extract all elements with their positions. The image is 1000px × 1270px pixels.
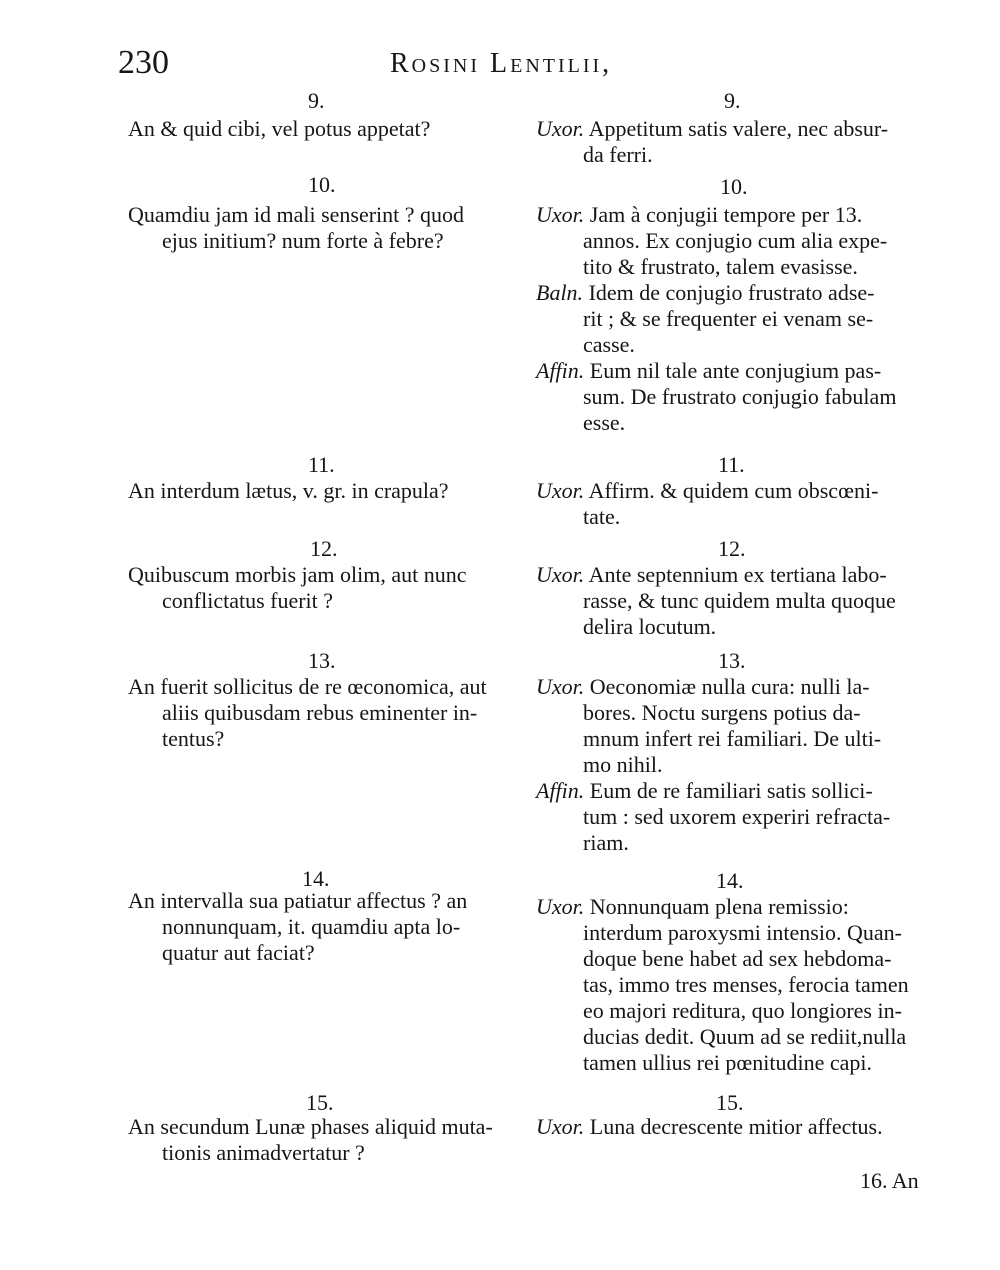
question-line: Quamdiu jam id mali senserint ? quod bbox=[128, 202, 465, 227]
catchword: 16. An bbox=[860, 1168, 919, 1193]
answer-11 bbox=[536, 478, 936, 530]
answer-line: tate. bbox=[583, 504, 621, 529]
answer-line: interdum paroxysmi intensio. Quan- bbox=[583, 920, 902, 945]
question-number-9: 9. bbox=[308, 88, 325, 113]
answer-line: riam. bbox=[583, 830, 629, 855]
answer-line: mnum infert rei familiari. De ulti- bbox=[583, 726, 882, 751]
speaker-label: Uxor. bbox=[536, 674, 585, 699]
answer-line: bores. Noctu surgens potius da- bbox=[583, 700, 861, 725]
question-line: quatur aut faciat? bbox=[162, 940, 315, 965]
question-12 bbox=[128, 562, 523, 614]
speaker-label: Affin. bbox=[536, 778, 585, 803]
question-13 bbox=[128, 674, 523, 752]
question-line: Quibuscum morbis jam olim, aut nunc bbox=[128, 562, 467, 587]
answer-line: ducias dedit. Quum ad se rediit,nulla bbox=[583, 1024, 907, 1049]
answer-line: tum : sed uxorem experiri refracta- bbox=[583, 804, 891, 829]
answer-12 bbox=[536, 562, 936, 640]
question-line: conflictatus fuerit ? bbox=[162, 588, 334, 613]
answer-number-15: 15. bbox=[716, 1090, 744, 1115]
answer-line: rasse, & tunc quidem multa quoque bbox=[583, 588, 896, 613]
speaker-label: Affin. bbox=[536, 358, 585, 383]
question-number-11: 11. bbox=[308, 452, 335, 477]
question-number-14: 14. bbox=[302, 866, 330, 891]
answer-line: Oeconomiæ nulla cura: nulli la- bbox=[589, 674, 870, 699]
page-number: 230 bbox=[118, 44, 169, 81]
answer-line: annos. Ex conjugio cum alia expe- bbox=[583, 228, 888, 253]
question-11 bbox=[128, 478, 523, 504]
answer-line: Nonnunquam plena remissio: bbox=[589, 894, 849, 919]
answer-number-9: 9. bbox=[724, 88, 741, 113]
answer-line: sum. De frustrato conjugio fabulam bbox=[583, 384, 897, 409]
speaker-label: Uxor. bbox=[536, 1114, 585, 1139]
question-10 bbox=[128, 202, 523, 254]
answer-number-14: 14. bbox=[716, 868, 744, 893]
answer-line: casse. bbox=[583, 332, 635, 357]
question-9 bbox=[128, 116, 523, 142]
question-14 bbox=[128, 888, 523, 966]
answer-line: esse. bbox=[583, 410, 626, 435]
answer-number-11: 11. bbox=[718, 452, 745, 477]
answer-13 bbox=[536, 674, 936, 856]
answer-line: mo nihil. bbox=[583, 752, 663, 777]
question-line: tionis animadvertatur ? bbox=[162, 1140, 365, 1165]
question-number-10: 10. bbox=[308, 172, 336, 197]
question-line: tentus? bbox=[162, 726, 225, 751]
speaker-label: Uxor. bbox=[536, 562, 585, 587]
answer-line: Ante septennium ex tertiana labo- bbox=[588, 562, 887, 587]
answer-line: tamen ullius rei pœnitudine capi. bbox=[583, 1050, 872, 1075]
question-line: An & quid cibi, vel potus appetat? bbox=[128, 116, 431, 141]
question-15 bbox=[128, 1114, 523, 1166]
speaker-label: Uxor. bbox=[536, 478, 585, 503]
answer-line: tito & frustrato, talem evasisse. bbox=[583, 254, 858, 279]
answer-line: rit ; & se frequenter ei venam se- bbox=[583, 306, 874, 331]
answer-line: delira locutum. bbox=[583, 614, 717, 639]
answer-line: da ferri. bbox=[583, 142, 653, 167]
answer-number-13: 13. bbox=[718, 648, 746, 673]
question-line: An secundum Lunæ phases aliquid muta- bbox=[128, 1114, 493, 1139]
speaker-label: Uxor. bbox=[536, 202, 585, 227]
answer-line: Jam à conjugii tempore per 13. bbox=[589, 202, 863, 227]
answer-line: Idem de conjugio frustrato adse- bbox=[588, 280, 875, 305]
question-line: ejus initium? num forte à febre? bbox=[162, 228, 444, 253]
answer-line: Affirm. & quidem cum obscœni- bbox=[588, 478, 879, 503]
answer-line: Eum de re familiari satis sollici- bbox=[589, 778, 873, 803]
answer-line: Luna decrescente mitior affectus. bbox=[589, 1114, 883, 1139]
answer-number-10: 10. bbox=[720, 174, 748, 199]
question-number-12: 12. bbox=[310, 536, 338, 561]
question-number-13: 13. bbox=[308, 648, 336, 673]
answer-line: Eum nil tale ante conjugium pas- bbox=[589, 358, 882, 383]
answer-10 bbox=[536, 202, 936, 436]
question-line: aliis quibusdam rebus eminenter in- bbox=[162, 700, 478, 725]
answer-15 bbox=[536, 1114, 936, 1140]
answer-line: tas, immo tres menses, ferocia tamen bbox=[583, 972, 909, 997]
question-line: An intervalla sua patiatur affectus ? an bbox=[128, 888, 468, 913]
question-line: nonnunquam, it. quamdiu apta lo- bbox=[162, 914, 461, 939]
question-line: An fuerit sollicitus de re œconomica, aut bbox=[128, 674, 487, 699]
answer-number-12: 12. bbox=[718, 536, 746, 561]
speaker-label: Uxor. bbox=[536, 116, 585, 141]
question-line: An interdum lætus, v. gr. in crapula? bbox=[128, 478, 449, 503]
answer-line: Appetitum satis valere, nec absur- bbox=[588, 116, 889, 141]
answer-line: doque bene habet ad sex hebdoma- bbox=[583, 946, 892, 971]
answer-9 bbox=[536, 116, 936, 168]
answer-14 bbox=[536, 894, 936, 1076]
answer-line: eo majori reditura, quo longiores in- bbox=[583, 998, 902, 1023]
question-number-15: 15. bbox=[306, 1090, 334, 1115]
running-title: Rosini Lentilii, bbox=[390, 48, 613, 79]
speaker-label: Uxor. bbox=[536, 894, 585, 919]
speaker-label: Baln. bbox=[536, 280, 584, 305]
